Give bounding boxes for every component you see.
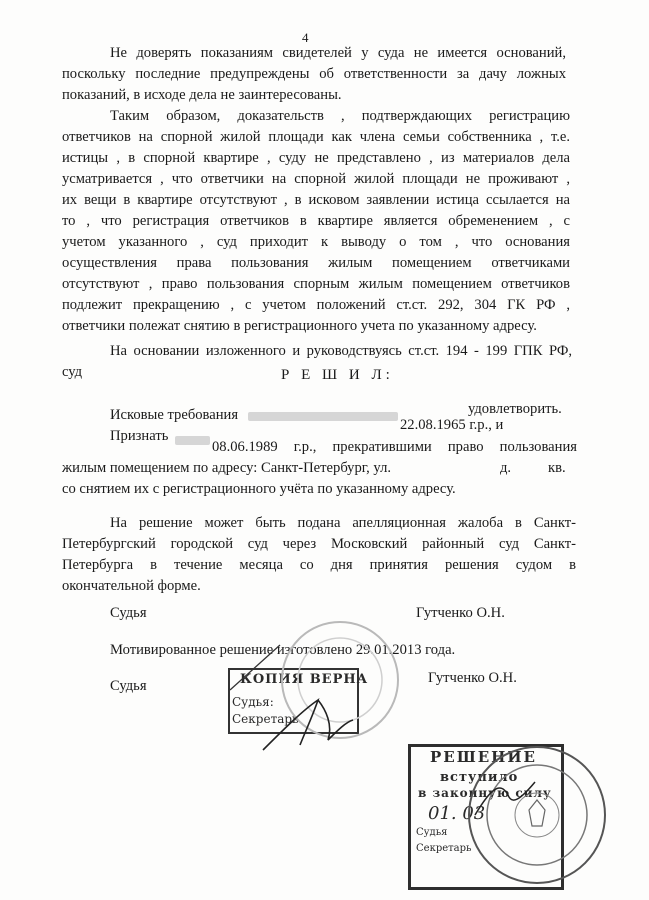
address-line: жилым помещением по адресу: Санкт-Петербург, ул. [62,460,391,476]
address-house: д. [500,460,512,476]
claims-date: 22.08.1965 г.р., и [400,417,504,433]
para2-line-9: отсутствуют , право пользования спорным жилым помещением ответчиков [62,276,570,292]
para3-line-2: суд [62,364,83,380]
copy-stamp-judge: Судья: [232,695,274,709]
signature-scribble [258,690,358,760]
para2-line-6: то , что регистрация ответчиков в квартире является обременением , с [62,213,570,229]
judge-name-2: Гутченко О.Н. [428,670,517,686]
signature-stroke [225,640,295,695]
judge-label-1: Судья [110,605,147,621]
para2-line-7: учетом указанного , суд приходит к выводу о том , что основания [62,234,570,250]
para3-line-1: На основании изложенного и руководствуясь ст.ст. 194 - 199 ГПК РФ, [110,343,572,359]
appeal-line-3: Петербурга в течение месяца со дня принятия решения судом в [62,557,576,573]
appeal-line-4: окончательной форме. [62,578,201,594]
page-number: 4 [302,30,309,45]
recognize-label: Признать [110,428,169,444]
decision-stamp-secretary: Секретарь [416,843,472,854]
appeal-line-2: Петербургский городской суд через Московский районный суд Санкт- [62,536,576,552]
copy-stamp-secretary: Секретарь [232,712,299,726]
judge-name-1: Гутченко О.Н. [416,605,505,621]
para2-line-11: ответчики полежат снятию в регистрационного учета по указанному адресу. [62,318,537,334]
decision-stamp-date: 01. 03 [428,803,486,824]
copy-stamp-title: КОПИЯ ВЕРНА [240,672,369,687]
decision-signature [470,770,540,830]
recognize-date: 08.06.1989 г.р., прекратившими право пользования [212,439,577,455]
para2-line-5: их вещи в квартире отсутствуют , в исковом заявлении истица ссылается на [62,192,570,208]
para2-line-3: истицы , в спорной квартире , суду не представлено , из материалов дела [62,150,570,166]
judge-label-2: Судья [110,678,147,694]
motivated-decision: Мотивированное решение изготовлено 29.01.2013 года. [110,642,456,658]
para1-line-3: показаний, в исходе дела не заинтересованы. [62,87,342,103]
deregister-line: со снятием их с регистрационного учёта по указанному адресу. [62,481,456,497]
para2-line-2: ответчиков на спорной жилой площади как члена семьи собственника , т.е. [62,129,570,145]
redacted-name [175,436,210,445]
appeal-line-1: На решение может быть подана апелляционная жалоба в Санкт- [110,515,576,531]
para1-line-1: Не доверять показаниям свидетелей у суда не имеется оснований, [110,45,566,61]
redacted-name [248,412,398,421]
para2-line-10: подлежит прекращению , с учетом положений ст.ст. 292, 304 ГК РФ , [62,297,570,313]
claims-start: Исковые требования [110,407,239,423]
para2-line-1: Таким образом, доказательств , подтверждающих регистрацию [110,108,570,124]
address-apartment: кв. [548,460,566,476]
resolution-title: Р Е Ш И Л: [281,367,394,383]
para1-line-2: поскольку последние предупреждены об ответственности за дачу ложных [62,66,566,82]
decision-stamp-line3: в законную силу [418,786,552,800]
decision-stamp-line1: РЕШЕНИЕ [430,748,537,766]
para2-line-4: усматривается , что ответчики на спорной жилой площади не проживают , [62,171,570,187]
decision-stamp-judge: Судья [416,827,448,838]
para2-line-8: осуществления права пользования жилым помещением ответчиками [62,255,570,271]
claims-end: удовлетворить. [468,401,562,417]
decision-stamp-line2: вступило [440,770,519,785]
